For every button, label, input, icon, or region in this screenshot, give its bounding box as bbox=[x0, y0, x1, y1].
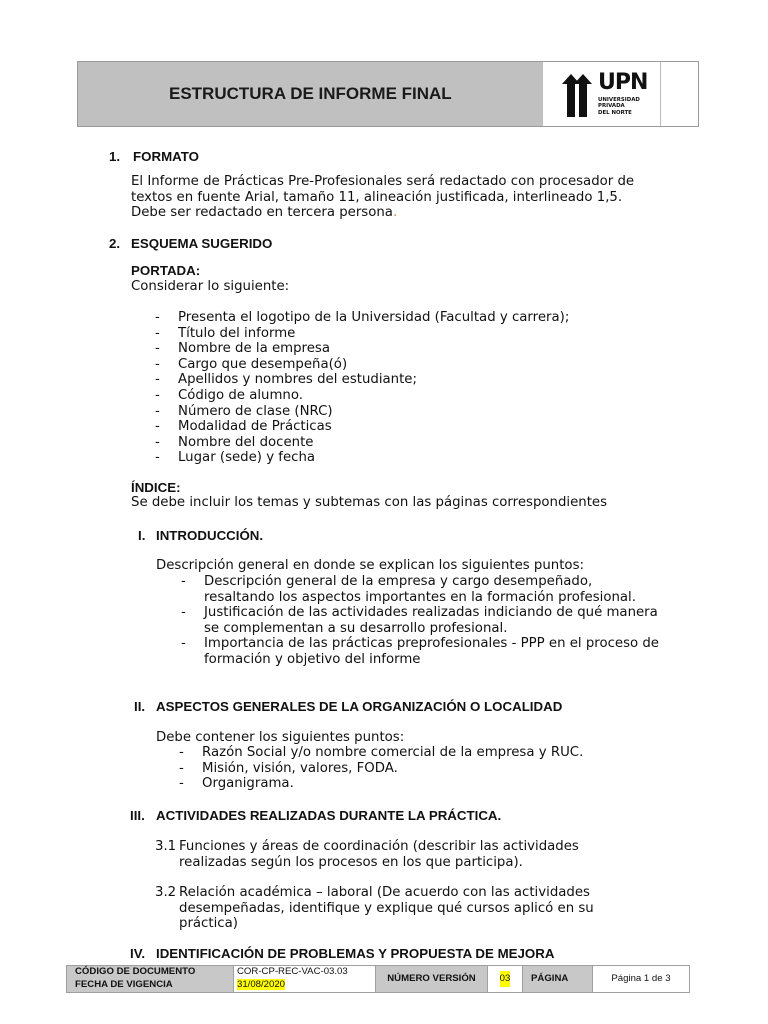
paragraph-end: . bbox=[392, 205, 398, 221]
codigo-label: CÓDIGO DE DOCUMENTO bbox=[75, 966, 196, 977]
list-item: - Organigrama. bbox=[179, 776, 294, 792]
section-heading-problemas: IDENTIFICACIÓN DE PROBLEMAS Y PROPUESTA DE MEJORA bbox=[156, 946, 555, 961]
list-item: - Presenta el logotipo de la Universidad (Facultad y carrera); bbox=[155, 310, 570, 325]
indice-label: ÍNDICE: bbox=[131, 480, 181, 495]
list-item: - Misión, visión, valores, FODA. bbox=[179, 760, 398, 776]
fecha-label: FECHA DE VIGENCIA bbox=[75, 978, 173, 990]
indice-text: Se debe incluir los temas y subtemas con las páginas correspondientes bbox=[131, 495, 608, 510]
paragraph-line: El Informe de Prácticas Pre-Profesionales será redactado con procesador de bbox=[131, 174, 635, 189]
document-header bbox=[77, 61, 699, 127]
list-item: - Nombre del docente bbox=[155, 434, 314, 450]
list-item: - Código de alumno. bbox=[155, 387, 303, 403]
pagina-value: Página 1 de 3 bbox=[592, 965, 690, 993]
logo-subline: UNIVERSIDAD bbox=[598, 97, 640, 104]
introduccion-lead: Descripción general en donde se explican los siguientes puntos: bbox=[156, 558, 584, 573]
section-heading-actividades: ACTIVIDADES REALIZADAS DURANTE LA PRÁCTICA. bbox=[156, 808, 502, 823]
list-item: - Nombre de la empresa bbox=[155, 341, 330, 357]
aspectos-list bbox=[179, 745, 584, 792]
portada-list bbox=[155, 310, 570, 466]
version-cell bbox=[487, 965, 523, 993]
list-item: - Título del informe bbox=[155, 325, 296, 341]
formato-paragraph bbox=[131, 174, 679, 221]
section-heading-introduccion: INTRODUCCIÓN. bbox=[156, 528, 264, 543]
list-item: - Modalidad de Prácticas bbox=[155, 419, 332, 435]
list-item: - Número de clase (NRC) bbox=[155, 403, 333, 419]
logo-subline: DEL NORTE bbox=[598, 109, 632, 116]
header-title-cell bbox=[78, 62, 543, 126]
section-heading-esquema: ESQUEMA SUGERIDO bbox=[131, 236, 273, 251]
list-item: - Descripción general de la empresa y cargo desempeñado, resaltando los aspectos importantes en la formación profesional. bbox=[181, 574, 636, 605]
portada-label: PORTADA: bbox=[131, 263, 201, 278]
subsection-number: 3.1 bbox=[155, 839, 177, 854]
header-divider bbox=[660, 62, 661, 126]
list-item: - Apellidos y nombres del estudiante; bbox=[155, 372, 417, 388]
fecha-value: 31/08/2020 bbox=[237, 978, 286, 990]
subsection-number: 3.2 bbox=[155, 885, 177, 900]
paragraph-line: textos en fuente Arial, tamaño 11, alineación justificada, interlineado 1,5. bbox=[131, 189, 623, 205]
section-heading-formato: FORMATO bbox=[133, 149, 199, 164]
document-title: ESTRUCTURA DE INFORME FINAL bbox=[169, 84, 452, 104]
list-item: - Justificación de las actividades realizadas indiciando de qué manera se complementan a su desarrollo profesional. bbox=[181, 605, 658, 636]
pagina-label: PÁGINA bbox=[522, 965, 593, 993]
logo-text bbox=[598, 72, 647, 116]
section-numeral: IV. bbox=[130, 946, 146, 961]
footer-values bbox=[233, 965, 376, 993]
paragraph-line: Debe ser redactado en tercera persona. bbox=[131, 205, 398, 221]
logo-subline: PRIVADA bbox=[598, 103, 625, 110]
version-label: NÚMERO VERSIÓN bbox=[375, 965, 488, 993]
footer-labels bbox=[66, 965, 234, 993]
logo-name: UPN bbox=[598, 70, 648, 96]
list-item: - Importancia de las prácticas preprofesionales - PPP en el proceso de formación y objetivo del informe bbox=[181, 636, 659, 667]
section-numeral: II. bbox=[134, 699, 146, 714]
introduccion-list bbox=[181, 574, 694, 668]
upn-logo bbox=[550, 62, 660, 126]
version-value: 03 bbox=[500, 971, 511, 987]
upn-arrows-icon bbox=[562, 71, 594, 117]
list-item: - Lugar (sede) y fecha bbox=[155, 450, 316, 466]
subsection-3-2: Relación académica – laboral (De acuerdo con las actividades desempeñadas, identifique y explique qué cursos aplicó en su práctica) bbox=[179, 885, 594, 932]
portada-intro: Considerar lo siguiente: bbox=[131, 279, 290, 294]
list-item: - Razón Social y/o nombre comercial de la empresa y RUC. bbox=[179, 745, 584, 760]
document-footer bbox=[66, 965, 690, 993]
section-number: 2. bbox=[109, 236, 121, 251]
aspectos-lead: Debe contener los siguientes puntos: bbox=[156, 730, 405, 745]
list-item: - Cargo que desempeña(ó) bbox=[155, 356, 348, 372]
section-numeral: III. bbox=[130, 808, 145, 823]
section-heading-aspectos: ASPECTOS GENERALES DE LA ORGANIZACIÓN O LOCALIDAD bbox=[156, 699, 563, 714]
subsection-3-1: Funciones y áreas de coordinación (describir las actividades realizadas según los procesos en los que participa). bbox=[179, 839, 579, 870]
section-number: 1. bbox=[109, 149, 121, 164]
codigo-value: COR-CP-REC-VAC-03.03 bbox=[237, 966, 348, 977]
section-numeral: I. bbox=[138, 528, 146, 543]
